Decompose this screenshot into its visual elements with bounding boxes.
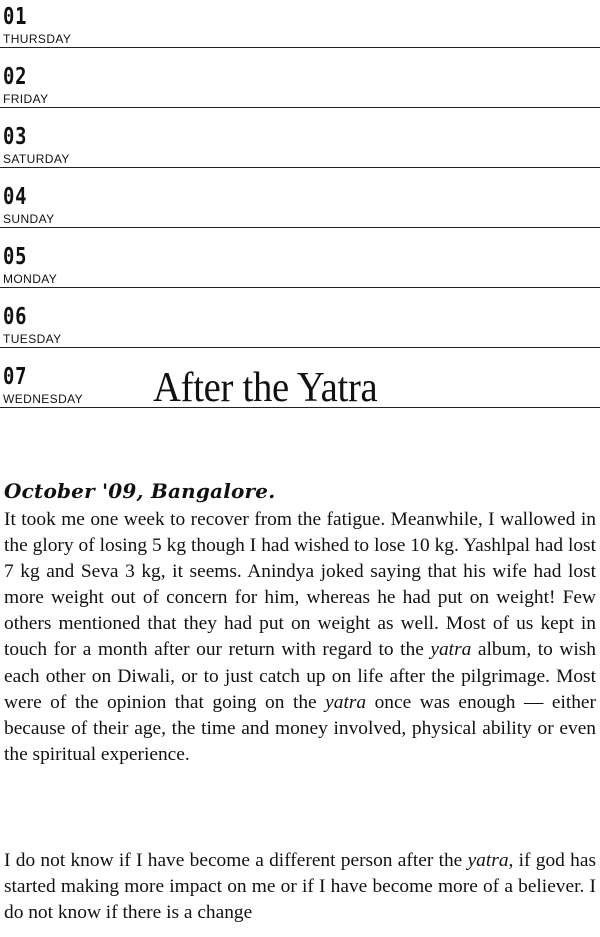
day-row-05: [0, 242, 600, 302]
body-paragraph: [4, 848, 596, 926]
day-number: 05: [3, 244, 28, 270]
day-divider: [0, 167, 600, 168]
italic-term: yatra: [325, 691, 367, 713]
day-name: SATURDAY: [3, 152, 70, 166]
day-divider: [0, 227, 600, 228]
day-number: 02: [3, 64, 28, 90]
day-name: MONDAY: [3, 272, 58, 286]
day-name: THURSDAY: [3, 32, 72, 46]
day-divider: [0, 47, 600, 48]
day-row-03: [0, 122, 600, 182]
day-number: 06: [3, 304, 28, 330]
day-name: SUNDAY: [3, 212, 55, 226]
day-name: TUESDAY: [3, 332, 62, 346]
day-row-06: [0, 302, 600, 362]
day-divider: [0, 347, 600, 348]
day-number: 03: [3, 124, 28, 150]
day-name: WEDNESDAY: [3, 392, 84, 406]
body-paragraph: [4, 507, 596, 768]
day-number: 04: [3, 184, 28, 210]
text-run: album, to wish each other on Diwali, or to just catch up on life after the pilgrimage. Most were of the opinion that going on the: [4, 639, 597, 713]
dateline: October '09, Bangalore.: [4, 479, 276, 503]
day-name: FRIDAY: [3, 92, 49, 106]
day-row-04: [0, 182, 600, 242]
italic-term: yatra: [430, 639, 472, 661]
day-row-02: [0, 62, 600, 122]
text-run: once was enough — either because of their age, the time and money involved, physical ability or even the spiritual experience.: [4, 691, 596, 765]
day-divider: [0, 107, 600, 108]
text-run: , if god has started making more impact on me or if I have become more of a believer. I do not know if there is a change: [4, 850, 597, 924]
text-run: I do not know if I have become a different person after the: [4, 850, 468, 871]
text-run: It took me one week to recover from the fatigue. Meanwhile, I wallowed in the glory of losing 5 kg though I had wished to lose 10 kg. Yashlpal had lost 7 kg and Seva 3 kg, it seems. Anindya joked saying that his wife had lost more weight out of concern for him, whereas he had put on weight! Few others mentioned that they had put on weight as well. Most of us kept in touch for a month after our return with regard to the: [4, 509, 596, 661]
day-divider: [0, 287, 600, 288]
day-number: 07: [3, 364, 28, 390]
day-row-01: [0, 2, 600, 62]
italic-term: yatra: [467, 850, 509, 871]
chapter-title: After the Yatra: [153, 365, 378, 411]
day-number: 01: [3, 4, 28, 30]
